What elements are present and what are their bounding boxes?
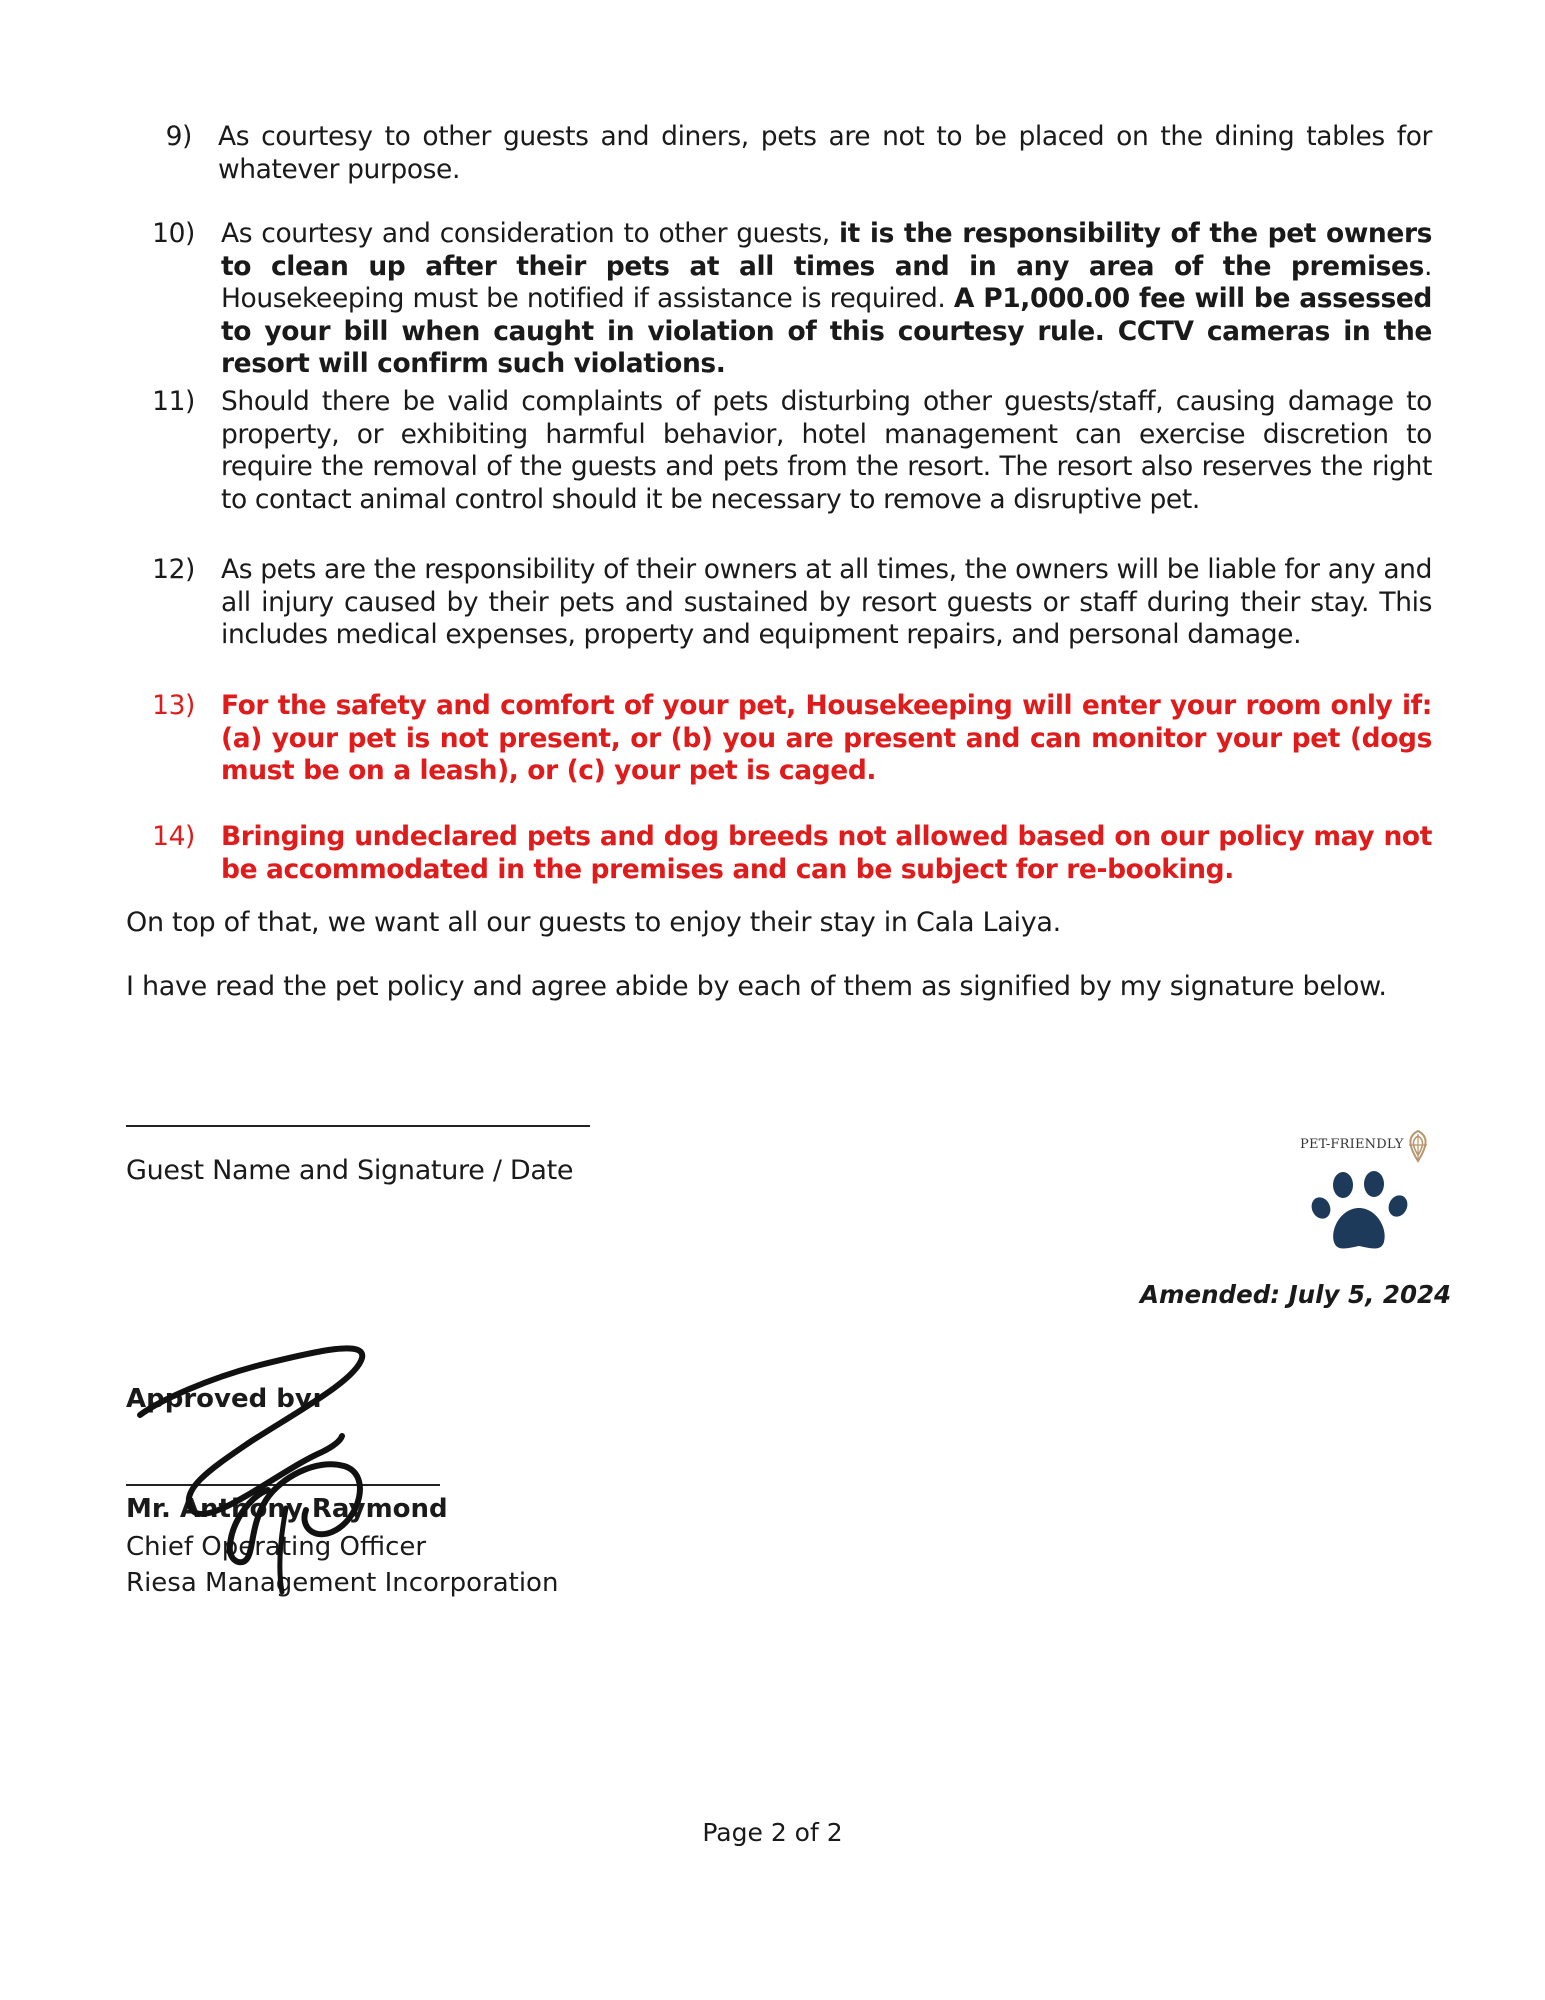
pet-friendly-logo-text: PET-FRIENDLY xyxy=(1300,1137,1404,1152)
policy-item-10 xyxy=(126,218,1432,381)
item-number: 11) xyxy=(152,386,195,417)
item-text: As pets are the responsibility of their owners at all times, the owners will be liable for any and all injury caused by their pets and sustained by resort guests or staff during their stay. This includes medical expenses, property and equipment repairs, and personal damage. xyxy=(221,554,1432,650)
item-number: 13) xyxy=(152,690,195,721)
item-text xyxy=(197,218,1432,381)
item-text: Should there be valid complaints of pets disturbing other guests/staff, causing damage to property, or exhibiting harmful behavior, hotel management can exercise discretion to require the removal of the guests and pets from the resort. The resort also reserves the right to contact animal control should it be necessary to remove a disruptive pet. xyxy=(221,386,1432,515)
item-number: 10) xyxy=(152,218,195,249)
closing-line-2: I have read the pet policy and agree abide by each of them as signified by my signature below. xyxy=(126,971,1387,1002)
handwritten-signature-icon xyxy=(120,1330,420,1630)
item-text-part: As courtesy and consideration to other guests, xyxy=(221,218,839,249)
item-text-bold: it is the responsibility of the pet owners to clean up after their pets at all times and in any area of the premises xyxy=(221,218,1432,282)
approver-company: Riesa Management Incorporation xyxy=(126,1568,559,1598)
item-text: As courtesy to other guests and diners, pets are not to be placed on the dining tables for whatever purpose. xyxy=(218,121,1432,185)
policy-item-14 xyxy=(126,821,1432,886)
item-text: For the safety and comfort of your pet, Housekeeping will enter your room only if: (a) your pet is not present, or (b) you are present and can monitor your pet (dogs must be on a leash), or (c) your pet is caged. xyxy=(221,690,1432,786)
item-number: 14) xyxy=(152,821,195,852)
logo-emblem-icon xyxy=(1400,1128,1436,1164)
closing-line-1: On top of that, we want all our guests to enjoy their stay in Cala Laiya. xyxy=(126,907,1061,938)
item-text-part: . Housekeeping must be notified if assistance is required. xyxy=(221,250,1432,314)
guest-signature-line xyxy=(126,1125,590,1127)
approved-by-label: Approved by: xyxy=(126,1384,323,1414)
policy-item-11 xyxy=(126,386,1432,516)
paw-print-icon xyxy=(1310,1170,1414,1256)
amended-date: Amended: July 5, 2024 xyxy=(1140,1280,1452,1309)
approver-name: Mr. Anthony Raymond xyxy=(126,1494,448,1524)
item-number: 9) xyxy=(165,121,192,152)
guest-signature-label: Guest Name and Signature / Date xyxy=(126,1155,574,1186)
page-number: Page 2 of 2 xyxy=(702,1818,843,1847)
policy-item-9 xyxy=(126,121,1432,186)
policy-item-13 xyxy=(126,690,1432,788)
item-text: Bringing undeclared pets and dog breeds not allowed based on our policy may not be accommodated in the premises and can be subject for re-booking. xyxy=(221,821,1432,885)
item-text-bold: A P1,000.00 fee will be assessed to your bill when caught in violation of this courtesy rule. CCTV cameras in the resort will confirm such violations. xyxy=(221,283,1432,379)
approver-title: Chief Operating Officer xyxy=(126,1532,427,1562)
item-number: 12) xyxy=(152,554,195,585)
policy-item-12 xyxy=(126,554,1432,652)
